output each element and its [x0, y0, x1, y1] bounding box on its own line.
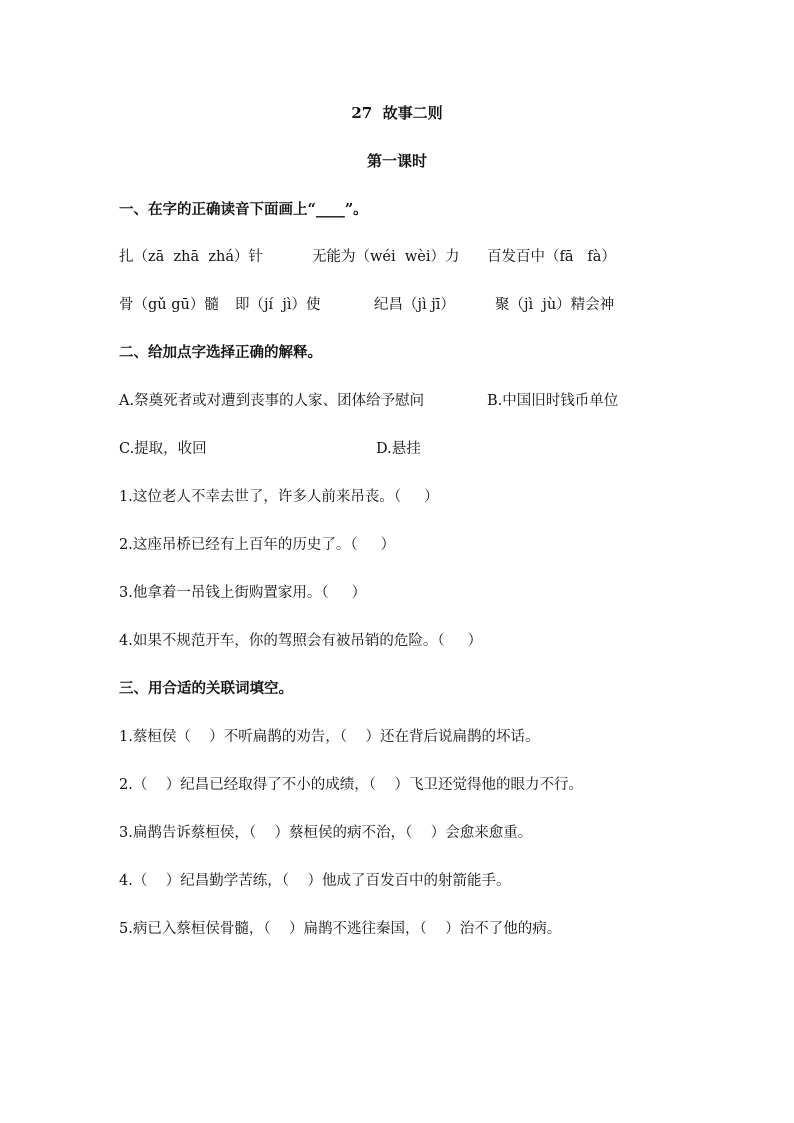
question-item: 3.他拿着一吊钱上街购置家用。（ ） — [119, 585, 367, 601]
option-item: B.中国旧时钱币单位 — [487, 393, 619, 409]
question-item: 2.（ ）纪昌已经取得了不小的成绩，（ ）飞卫还觉得他的眼力不行。 — [119, 777, 583, 793]
question-item: 4.如果不规范开车，你的驾照会有被吊销的危险。（ ） — [119, 633, 483, 649]
pinyin-item: 聚（jì jù）精会神 — [495, 297, 615, 313]
section-3-heading: 三、用合适的关联词填空。 — [119, 680, 293, 697]
options-row-1 — [119, 391, 679, 411]
page-title: 27 故事二则 — [351, 104, 443, 122]
pinyin-item: 扎（zā zhā zhá）针 — [119, 249, 263, 265]
pinyin-item: 即（jí jì）使 — [235, 297, 321, 313]
pinyin-item: 百发百中（fā fà） — [487, 249, 616, 265]
question-item: 5.病已入蔡桓侯骨髓，（ ）扁鹊不逃往秦国，（ ）治不了他的病。 — [119, 921, 562, 937]
option-item: D.悬挂 — [376, 441, 421, 457]
section-2-heading: 二、给加点字选择正确的解释。 — [119, 344, 322, 361]
question-item: 1.蔡桓侯（ ）不听扁鹊的劝告，（ ）还在背后说扁鹊的坏话。 — [119, 729, 540, 745]
page-subtitle: 第一课时 — [366, 152, 427, 170]
pinyin-item: 无能为（wéi wèi）力 — [312, 249, 460, 265]
question-item: 1.这位老人不幸去世了，许多人前来吊丧。（ ） — [119, 489, 439, 505]
pinyin-row-1 — [119, 247, 679, 267]
pinyin-row-2 — [119, 295, 679, 315]
section-1-heading: 一、在字的正确读音下面画上“____”。 — [119, 201, 368, 218]
options-row-2 — [119, 439, 679, 459]
option-item: C.提取，收回 — [119, 441, 207, 457]
pinyin-item: 纪昌（jì jī） — [374, 297, 455, 313]
pinyin-item: 骨（gǔ gū）髓 — [119, 297, 219, 313]
option-item: A.祭奠死者或对遭到丧事的人家、团体给予慰问 — [119, 393, 425, 409]
question-item: 4.（ ）纪昌勤学苦练，（ ）他成了百发百中的射箭能手。 — [119, 873, 511, 889]
question-item: 2.这座吊桥已经有上百年的历史了。（ ） — [119, 537, 396, 553]
question-item: 3.扁鹊告诉蔡桓侯，（ ）蔡桓侯的病不治，（ ）会愈来愈重。 — [119, 825, 533, 841]
